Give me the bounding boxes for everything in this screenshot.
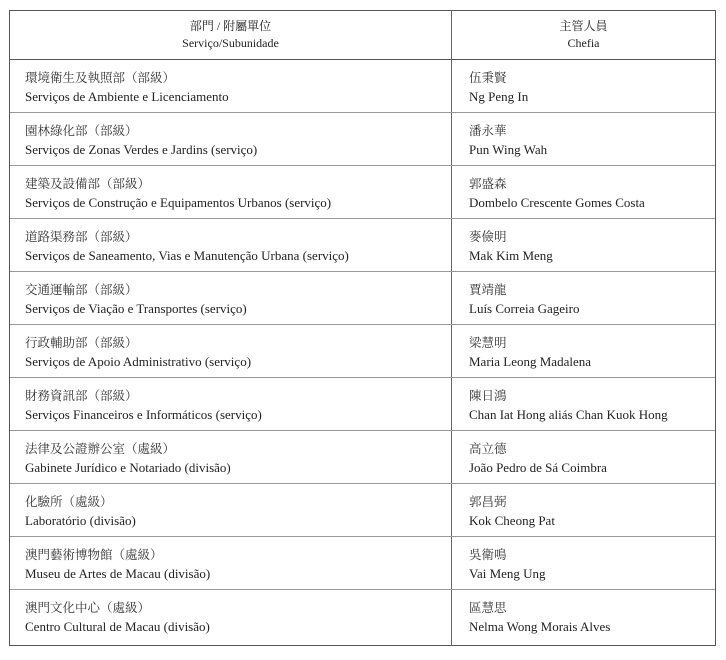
head-name-zh: 賈靖龍 <box>469 283 507 297</box>
table-body <box>10 60 715 643</box>
unit-cell <box>25 219 445 271</box>
table-row <box>10 113 715 166</box>
head-name-zh: 伍秉賢 <box>469 71 507 85</box>
unit-cell <box>25 431 445 483</box>
head-cell <box>469 590 711 642</box>
header-unit-zh: 部門 / 附屬單位 <box>189 19 272 33</box>
head-cell <box>469 60 711 112</box>
head-name-pt: Vai Meng Ung <box>469 566 546 581</box>
unit-name-pt: Serviços de Zonas Verdes e Jardins (serviço) <box>25 142 258 157</box>
unit-name-zh: 財務資訊部（部級） <box>25 389 138 403</box>
head-name-zh: 高立德 <box>469 442 507 456</box>
head-name-zh: 陳日鴻 <box>469 389 507 403</box>
unit-name-pt: Serviços Financeiros e Informáticos (serviço) <box>25 407 262 422</box>
unit-name-pt: Serviços de Construção e Equipamentos Urbanos (serviço) <box>25 195 332 210</box>
unit-cell <box>25 378 445 430</box>
unit-name-zh: 法律及公證辦公室（處級） <box>25 442 176 456</box>
head-name-zh: 區慧思 <box>469 601 507 615</box>
unit-cell <box>25 166 445 218</box>
head-cell <box>469 431 711 483</box>
head-name-pt: Nelma Wong Morais Alves <box>469 619 611 634</box>
unit-cell <box>25 484 445 536</box>
head-cell <box>469 537 711 589</box>
unit-cell <box>25 537 445 589</box>
head-cell <box>469 166 711 218</box>
table-row <box>10 537 715 590</box>
head-name-pt: Luís Correia Gageiro <box>469 301 580 316</box>
head-cell <box>469 325 711 377</box>
unit-name-pt: Centro Cultural de Macau (divisão) <box>25 619 210 634</box>
staff-table <box>9 10 716 646</box>
head-name-pt: Dombelo Crescente Gomes Costa <box>469 195 645 210</box>
table-header <box>10 11 715 60</box>
unit-cell <box>25 60 445 112</box>
head-cell <box>469 219 711 271</box>
unit-cell <box>25 590 445 642</box>
table-row <box>10 378 715 431</box>
table-row <box>10 60 715 113</box>
head-name-pt: Chan Iat Hong aliás Chan Kuok Hong <box>469 407 668 422</box>
unit-name-pt: Serviços de Viação e Transportes (serviço) <box>25 301 247 316</box>
unit-name-zh: 化驗所（處級） <box>25 495 113 509</box>
header-unit-pt: Serviço/Subunidade <box>182 36 279 50</box>
head-name-pt: Mak Kim Meng <box>469 248 553 263</box>
head-name-zh: 吳衛鳴 <box>469 548 507 562</box>
unit-name-pt: Serviços de Saneamento, Vias e Manutenção Urbana (serviço) <box>25 248 349 263</box>
header-head-zh: 主管人員 <box>559 19 608 33</box>
head-cell <box>469 272 711 324</box>
unit-name-zh: 環境衛生及執照部（部級） <box>25 71 176 85</box>
unit-name-zh: 澳門藝術博物館（處級） <box>25 548 163 562</box>
unit-name-pt: Laboratório (divisão) <box>25 513 136 528</box>
unit-name-zh: 交通運輸部（部級） <box>25 283 138 297</box>
head-name-zh: 郭盛森 <box>469 177 507 191</box>
unit-name-pt: Gabinete Jurídico e Notariado (divisão) <box>25 460 231 475</box>
head-name-pt: João Pedro de Sá Coimbra <box>469 460 607 475</box>
unit-name-zh: 道路渠務部（部級） <box>25 230 138 244</box>
head-cell <box>469 113 711 165</box>
head-name-zh: 麥儉明 <box>469 230 507 244</box>
table-row <box>10 484 715 537</box>
head-name-zh: 梁慧明 <box>469 336 507 350</box>
table-row <box>10 590 715 643</box>
head-name-zh: 潘永華 <box>469 124 507 138</box>
unit-cell <box>25 325 445 377</box>
head-cell <box>469 378 711 430</box>
head-name-pt: Pun Wing Wah <box>469 142 548 157</box>
unit-name-zh: 澳門文化中心（處級） <box>25 601 151 615</box>
head-name-pt: Maria Leong Madalena <box>469 354 592 369</box>
header-unit-cell <box>10 11 451 59</box>
table-row <box>10 272 715 325</box>
table-row <box>10 166 715 219</box>
table-row <box>10 219 715 272</box>
head-cell <box>469 484 711 536</box>
unit-name-pt: Museu de Artes de Macau (divisão) <box>25 566 211 581</box>
table-row <box>10 431 715 484</box>
head-name-zh: 郭昌弼 <box>469 495 507 509</box>
unit-name-pt: Serviços de Apoio Administrativo (serviço) <box>25 354 252 369</box>
unit-name-pt: Serviços de Ambiente e Licenciamento <box>25 89 229 104</box>
unit-cell <box>25 272 445 324</box>
unit-name-zh: 建築及設備部（部級） <box>25 177 151 191</box>
unit-name-zh: 園林綠化部（部級） <box>25 124 138 138</box>
unit-name-zh: 行政輔助部（部級） <box>25 336 138 350</box>
header-head-pt: Chefia <box>567 36 600 50</box>
unit-cell <box>25 113 445 165</box>
head-name-pt: Ng Peng In <box>469 89 529 104</box>
head-name-pt: Kok Cheong Pat <box>469 513 555 528</box>
header-head-cell <box>452 11 715 59</box>
table-row <box>10 325 715 378</box>
